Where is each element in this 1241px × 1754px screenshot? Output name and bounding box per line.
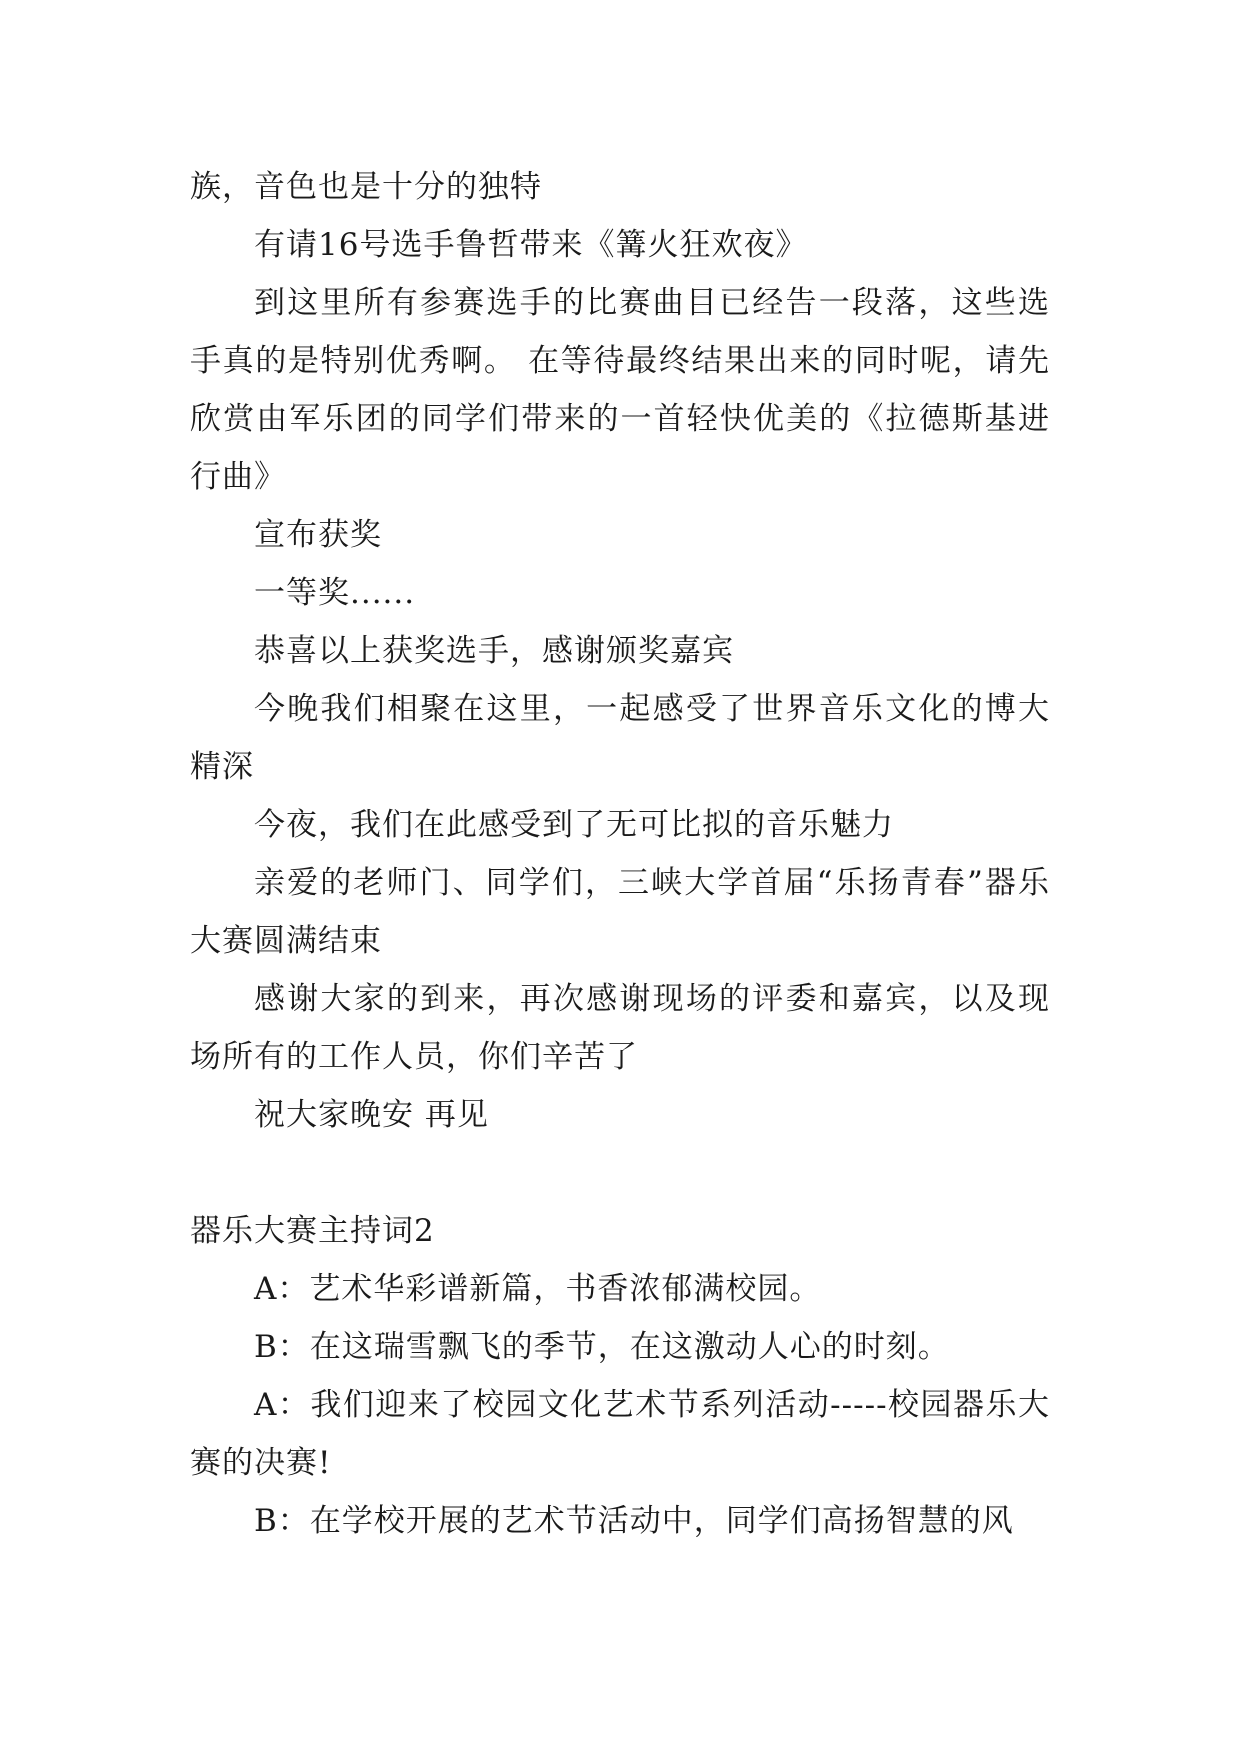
paragraph: A：我们迎来了校园文化艺术节系列活动-----校园器乐大赛的决赛! — [190, 1387, 1050, 1481]
section-spacer — [190, 1144, 1050, 1202]
paragraph: B：在学校开展的艺术节活动中，同学们高扬智慧的风 — [254, 1503, 1014, 1539]
paragraph: B：在这瑞雪飘飞的季节，在这激动人心的时刻。 — [254, 1329, 950, 1365]
paragraph: 宣布获奖 — [254, 517, 382, 553]
paragraph: 今晚我们相聚在这里，一起感受了世界音乐文化的博大精深 — [190, 691, 1050, 785]
paragraph: 族，音色也是十分的独特 — [190, 169, 542, 205]
document-body — [190, 158, 1050, 1550]
paragraph: 亲爱的老师门、同学们，三峡大学首届“乐扬青春”器乐大赛圆满结束 — [190, 865, 1050, 959]
paragraph: 今夜，我们在此感受到了无可比拟的音乐魅力 — [254, 807, 894, 843]
section-title: 器乐大赛主持词2 — [190, 1213, 435, 1249]
paragraph: 有请16号选手鲁哲带来《篝火狂欢夜》 — [254, 227, 808, 263]
paragraph: A：艺术华彩谱新篇，书香浓郁满校园。 — [254, 1271, 822, 1307]
paragraph: 恭喜以上获奖选手，感谢颁奖嘉宾 — [254, 633, 734, 669]
paragraph: 到这里所有参赛选手的比赛曲目已经告一段落，这些选手真的是特别优秀啊。 在等待最终结果出来的同时呢，请先欣赏由军乐团的同学们带来的一首轻快优美的《拉德斯基进行曲》 — [190, 285, 1050, 495]
paragraph: 感谢大家的到来，再次感谢现场的评委和嘉宾，以及现场所有的工作人员，你们辛苦了 — [190, 981, 1050, 1075]
paragraph: 祝大家晚安 再见 — [254, 1097, 489, 1133]
paragraph: 一等奖...... — [254, 575, 416, 611]
